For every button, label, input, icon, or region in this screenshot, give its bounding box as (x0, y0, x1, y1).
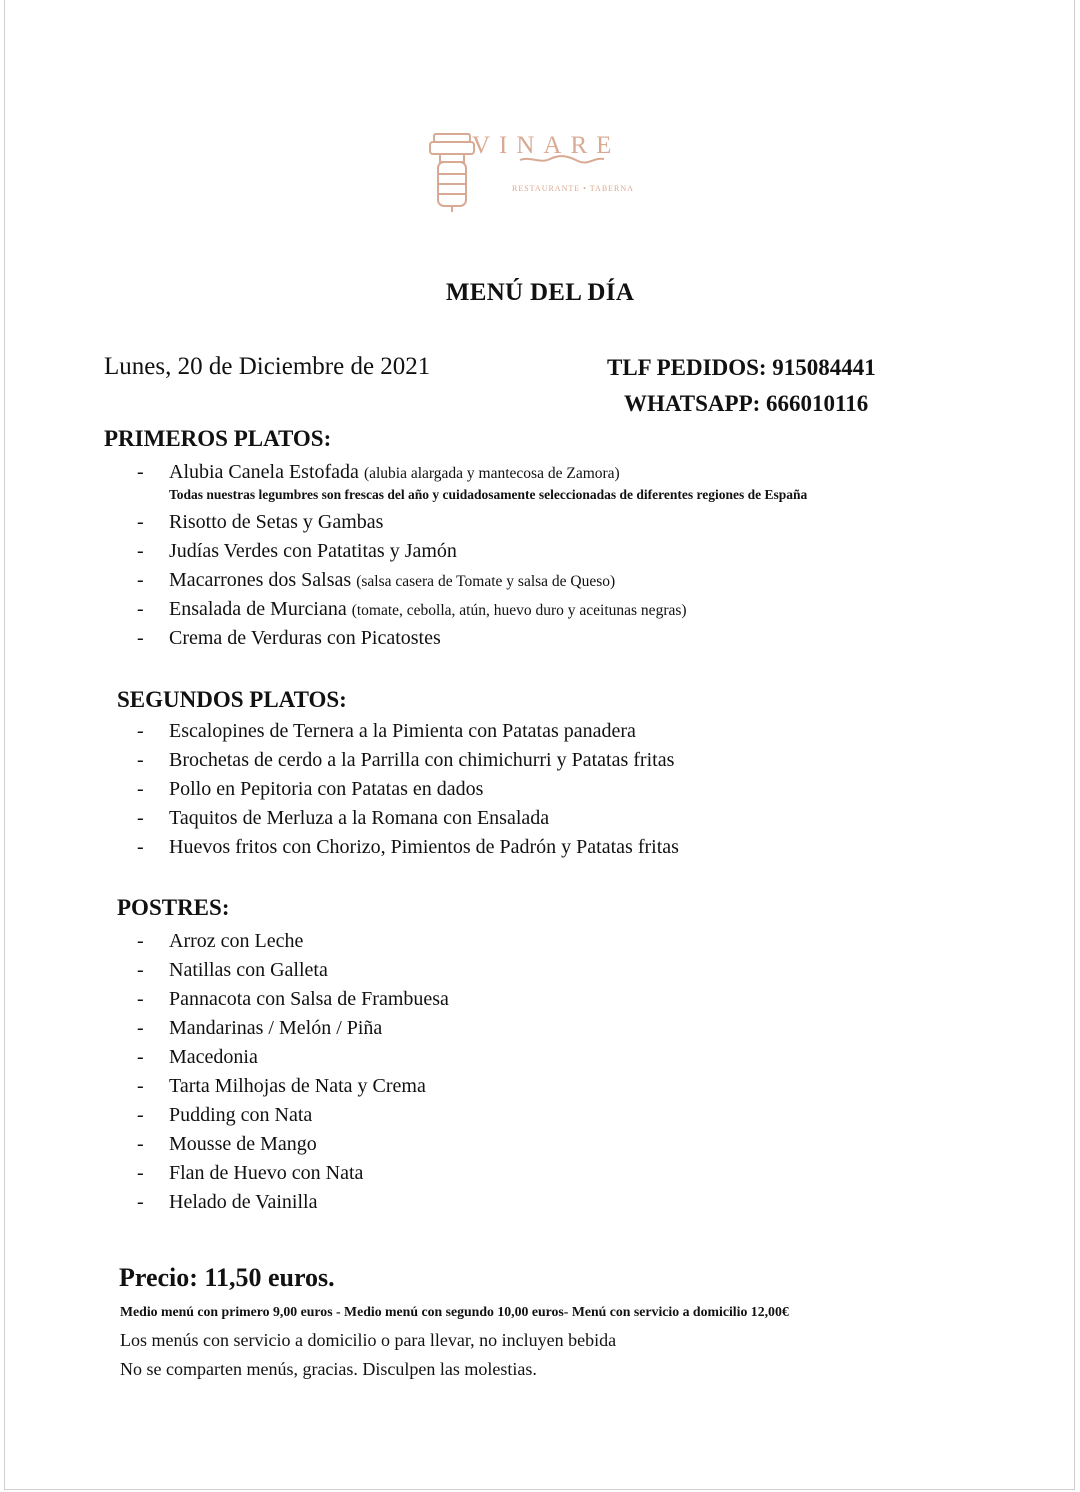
list-item (137, 1130, 449, 1159)
legumbres-note: Todas nuestras legumbres son frescas del año y cuidadosamente seleccionadas de diferentes regiones de España (169, 487, 808, 502)
dash: - (137, 807, 144, 829)
logo-wordmark: VINARE (472, 132, 621, 159)
dish-name: Crema de Verduras con Picatostes (169, 627, 441, 649)
dash: - (137, 1133, 144, 1155)
vinare-logo (426, 126, 676, 216)
dish-name: Ensalada de Murciana (169, 598, 347, 620)
primeros-list (137, 458, 620, 487)
dessert-name: Arroz con Leche (169, 930, 304, 952)
segundos-heading: SEGUNDOS PLATOS: (117, 687, 347, 712)
dash: - (137, 988, 144, 1010)
list-item (137, 1159, 449, 1188)
list-item (137, 927, 449, 956)
dash: - (137, 461, 144, 483)
list-item (137, 746, 679, 775)
whatsapp-number: WHATSAPP: 666010116 (624, 391, 869, 416)
list-item (137, 1072, 449, 1101)
list-item (137, 804, 679, 833)
dash: - (137, 749, 144, 771)
list-item (137, 508, 687, 537)
dash: - (137, 778, 144, 800)
dish-note: (salsa casera de Tomate y salsa de Queso) (356, 573, 616, 590)
dish-name: Macarrones dos Salsas (169, 569, 352, 591)
dessert-name: Pannacota con Salsa de Frambuesa (169, 988, 449, 1010)
list-item (137, 566, 687, 595)
dessert-name: Flan de Huevo con Nata (169, 1162, 364, 1184)
dessert-name: Natillas con Galleta (169, 959, 328, 981)
segundos-list (137, 717, 679, 862)
list-item (137, 833, 679, 862)
list-item (137, 537, 687, 566)
dish-note: (tomate, cebolla, atún, huevo duro y aceitunas negras) (351, 602, 687, 619)
list-item (137, 1043, 449, 1072)
sharing-note: No se comparten menús, gracias. Disculpen las molestias. (120, 1359, 537, 1379)
list-item (137, 595, 687, 624)
dash: - (137, 540, 144, 562)
dash: - (137, 511, 144, 533)
postres-list (137, 927, 449, 1217)
list-item (137, 775, 679, 804)
dessert-name: Mousse de Mango (169, 1133, 317, 1155)
menu-price: Precio: 11,50 euros. (119, 1263, 335, 1292)
dish-name: Taquitos de Merluza a la Romana con Ensalada (169, 807, 550, 829)
list-item (137, 624, 687, 653)
list-item (137, 717, 679, 746)
dash: - (137, 569, 144, 591)
dash: - (137, 1046, 144, 1068)
dish-name: Judías Verdes con Patatitas y Jamón (169, 540, 457, 562)
dessert-name: Mandarinas / Melón / Piña (169, 1017, 383, 1039)
dish-name: Alubia Canela Estofada (169, 461, 359, 483)
dash: - (137, 1162, 144, 1184)
dessert-name: Tarta Milhojas de Nata y Crema (169, 1075, 426, 1097)
list-item (137, 956, 449, 985)
order-phone: TLF PEDIDOS: 915084441 (607, 355, 876, 380)
dish-name: Risotto de Setas y Gambas (169, 511, 384, 533)
dash: - (137, 1191, 144, 1213)
dish-name: Escalopines de Ternera a la Pimienta con Patatas panadera (169, 720, 636, 742)
dessert-name: Pudding con Nata (169, 1104, 313, 1126)
logo-tagline: RESTAURANTE • TABERNA (512, 184, 634, 193)
dessert-name: Helado de Vainilla (169, 1191, 318, 1213)
dash: - (137, 720, 144, 742)
list-item (137, 1101, 449, 1130)
dish-name: Huevos fritos con Chorizo, Pimientos de Padrón y Patatas fritas (169, 836, 679, 858)
dish-name: Brochetas de cerdo a la Parrilla con chimichurri y Patatas fritas (169, 749, 675, 771)
dash: - (137, 930, 144, 952)
dash: - (137, 598, 144, 620)
dash: - (137, 836, 144, 858)
list-item (137, 458, 620, 487)
dash: - (137, 1075, 144, 1097)
menu-date: Lunes, 20 de Diciembre de 2021 (104, 353, 431, 380)
page-title: MENÚ DEL DÍA (445, 279, 635, 306)
list-item (137, 1014, 449, 1043)
list-item (137, 1188, 449, 1217)
delivery-note: Los menús con servicio a domicilio o para llevar, no incluyen bebida (120, 1330, 617, 1350)
dash: - (137, 1104, 144, 1126)
half-menu-prices: Medio menú con primero 9,00 euros - Medio menú con segundo 10,00 euros- Menú con servicio a domicilio 12,00€ (120, 1304, 789, 1319)
dessert-name: Macedonia (169, 1046, 258, 1068)
dash: - (137, 1017, 144, 1039)
primeros-heading: PRIMEROS PLATOS: (104, 426, 332, 451)
dish-name: Pollo en Pepitoria con Patatas en dados (169, 778, 484, 800)
primeros-list-cont (137, 508, 687, 653)
list-item (137, 985, 449, 1014)
dash: - (137, 627, 144, 649)
postres-heading: POSTRES: (117, 895, 230, 920)
dish-note: (alubia alargada y mantecosa de Zamora) (363, 465, 620, 482)
dash: - (137, 959, 144, 981)
